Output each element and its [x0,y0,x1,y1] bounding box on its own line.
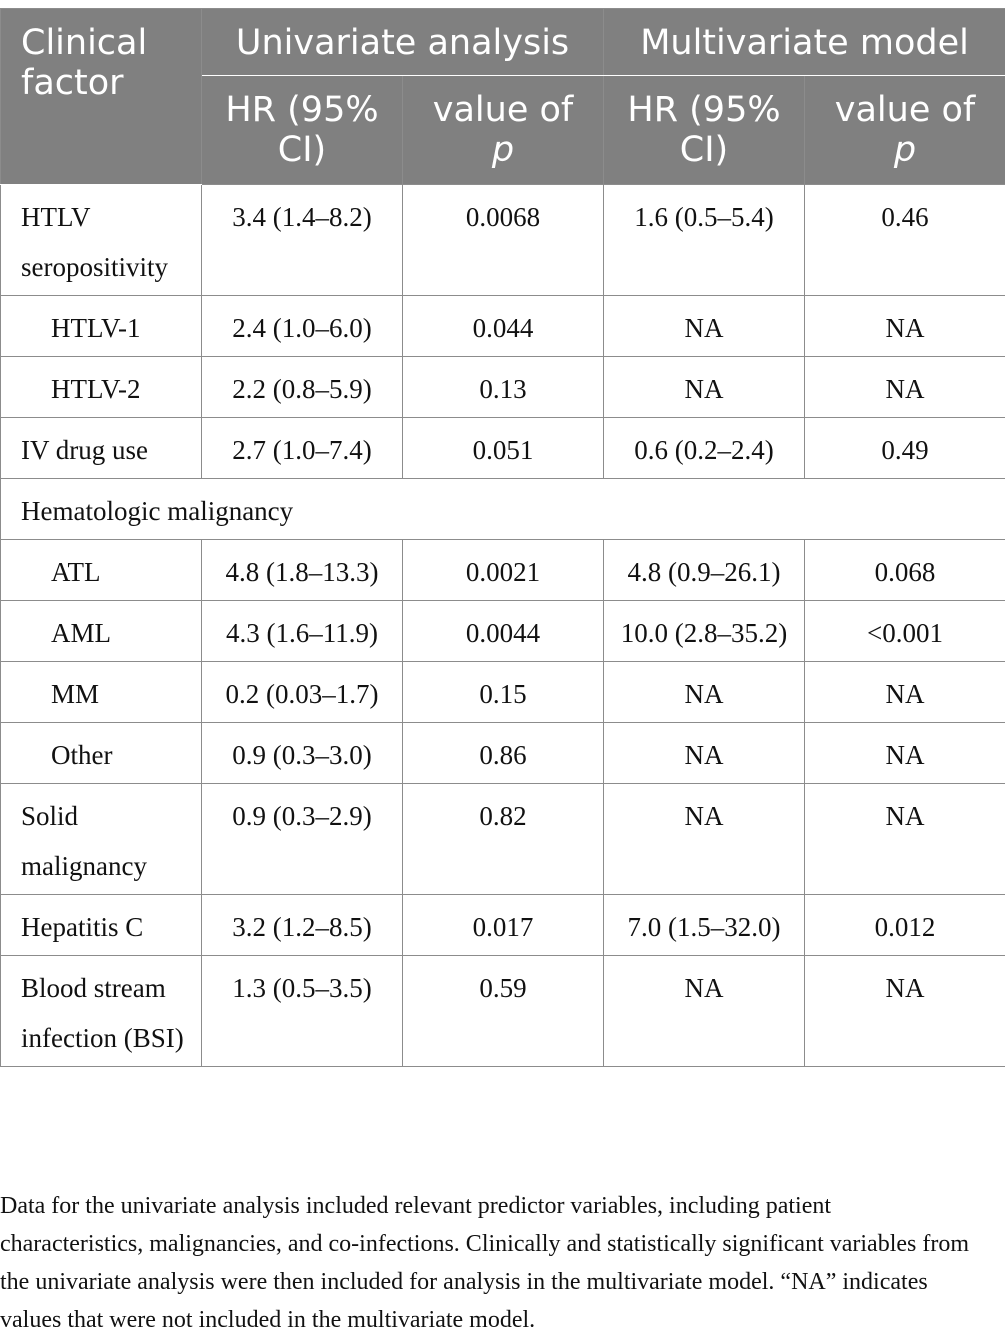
multivariate-p-cell: 0.068 [805,540,1005,601]
p-label-symbol: p [491,130,515,170]
multivariate-p-cell: NA [805,662,1005,723]
results-table [0,8,1005,1067]
multivariate-hr-cell: NA [604,723,805,784]
header-univariate-p [403,76,604,185]
row-factor: Blood stream infection (BSI) [1,956,202,1067]
univariate-p-cell: 0.017 [403,895,604,956]
p-label-prefix: value of [834,90,976,130]
univariate-hr-cell: 4.8 (1.8–13.3) [202,540,403,601]
multivariate-p-cell: NA [805,296,1005,357]
table-row [1,357,1005,418]
multivariate-hr-cell: NA [604,784,805,895]
table-row [1,185,1005,296]
table-row [1,662,1005,723]
multivariate-hr-cell: NA [604,662,805,723]
univariate-hr-cell: 3.4 (1.4–8.2) [202,185,403,296]
header-multivariate-hr: HR (95% CI) [604,76,805,185]
p-label-symbol: p [893,130,917,170]
header-multivariate-p [805,76,1005,185]
row-factor: ATL [1,540,202,601]
row-factor: IV drug use [1,418,202,479]
table-row [1,784,1005,895]
row-factor: AML [1,601,202,662]
header-multivariate-model: Multivariate model [604,9,1005,76]
header-univariate-hr: HR (95% CI) [202,76,403,185]
row-factor: HTLV seropositivity [1,185,202,296]
table-row [1,723,1005,784]
table-row [1,418,1005,479]
multivariate-p-cell: NA [805,357,1005,418]
univariate-p-cell: 0.0044 [403,601,604,662]
row-factor: HTLV-2 [1,357,202,418]
univariate-hr-cell: 3.2 (1.2–8.5) [202,895,403,956]
row-factor: Hepatitis C [1,895,202,956]
univariate-hr-cell: 1.3 (0.5–3.5) [202,956,403,1067]
table-row [1,540,1005,601]
univariate-p-cell: 0.0068 [403,185,604,296]
row-factor: HTLV-1 [1,296,202,357]
multivariate-p-cell: NA [805,956,1005,1067]
header-univariate-analysis: Univariate analysis [202,9,604,76]
multivariate-hr-cell: 1.6 (0.5–5.4) [604,185,805,296]
multivariate-p-cell: 0.49 [805,418,1005,479]
univariate-p-cell: 0.13 [403,357,604,418]
multivariate-hr-cell: NA [604,296,805,357]
univariate-p-cell: 0.59 [403,956,604,1067]
univariate-p-cell: 0.15 [403,662,604,723]
row-factor: Solid malignancy [1,784,202,895]
multivariate-hr-cell: 0.6 (0.2–2.4) [604,418,805,479]
multivariate-hr-cell: NA [604,956,805,1067]
multivariate-p-cell: 0.46 [805,185,1005,296]
multivariate-hr-cell: 4.8 (0.9–26.1) [604,540,805,601]
multivariate-p-cell: NA [805,723,1005,784]
table-footnote: Data for the univariate analysis included relevant predictor variables, including patient characteristics, malignancies, and co-infections. Clinically and statistically significant variables from the univariate analysis were then included for analysis in the multivariate model. “NA” indicates values that were not included in the multivariate model. [0,1193,970,1333]
table-row [1,601,1005,662]
row-factor: MM [1,662,202,723]
multivariate-hr-cell: 10.0 (2.8–35.2) [604,601,805,662]
univariate-p-cell: 0.86 [403,723,604,784]
table-row [1,296,1005,357]
table-row [1,895,1005,956]
univariate-hr-cell: 0.2 (0.03–1.7) [202,662,403,723]
multivariate-hr-cell: NA [604,357,805,418]
univariate-hr-cell: 0.9 (0.3–2.9) [202,784,403,895]
univariate-hr-cell: 4.3 (1.6–11.9) [202,601,403,662]
univariate-hr-cell: 2.2 (0.8–5.9) [202,357,403,418]
multivariate-hr-cell: 7.0 (1.5–32.0) [604,895,805,956]
multivariate-p-cell: 0.012 [805,895,1005,956]
univariate-p-cell: 0.82 [403,784,604,895]
header-clinical-factor: Clinical factor [1,9,202,185]
univariate-p-cell: 0.0021 [403,540,604,601]
univariate-hr-cell: 2.7 (1.0–7.4) [202,418,403,479]
multivariate-p-cell: NA [805,784,1005,895]
table-row [1,956,1005,1067]
univariate-p-cell: 0.051 [403,418,604,479]
p-label-prefix: value of [432,90,574,130]
row-factor: Other [1,723,202,784]
univariate-hr-cell: 0.9 (0.3–3.0) [202,723,403,784]
univariate-hr-cell: 2.4 (1.0–6.0) [202,296,403,357]
section-row [1,479,1005,540]
univariate-p-cell: 0.044 [403,296,604,357]
multivariate-p-cell: <0.001 [805,601,1005,662]
section-heading: Hematologic malignancy [1,479,1005,540]
